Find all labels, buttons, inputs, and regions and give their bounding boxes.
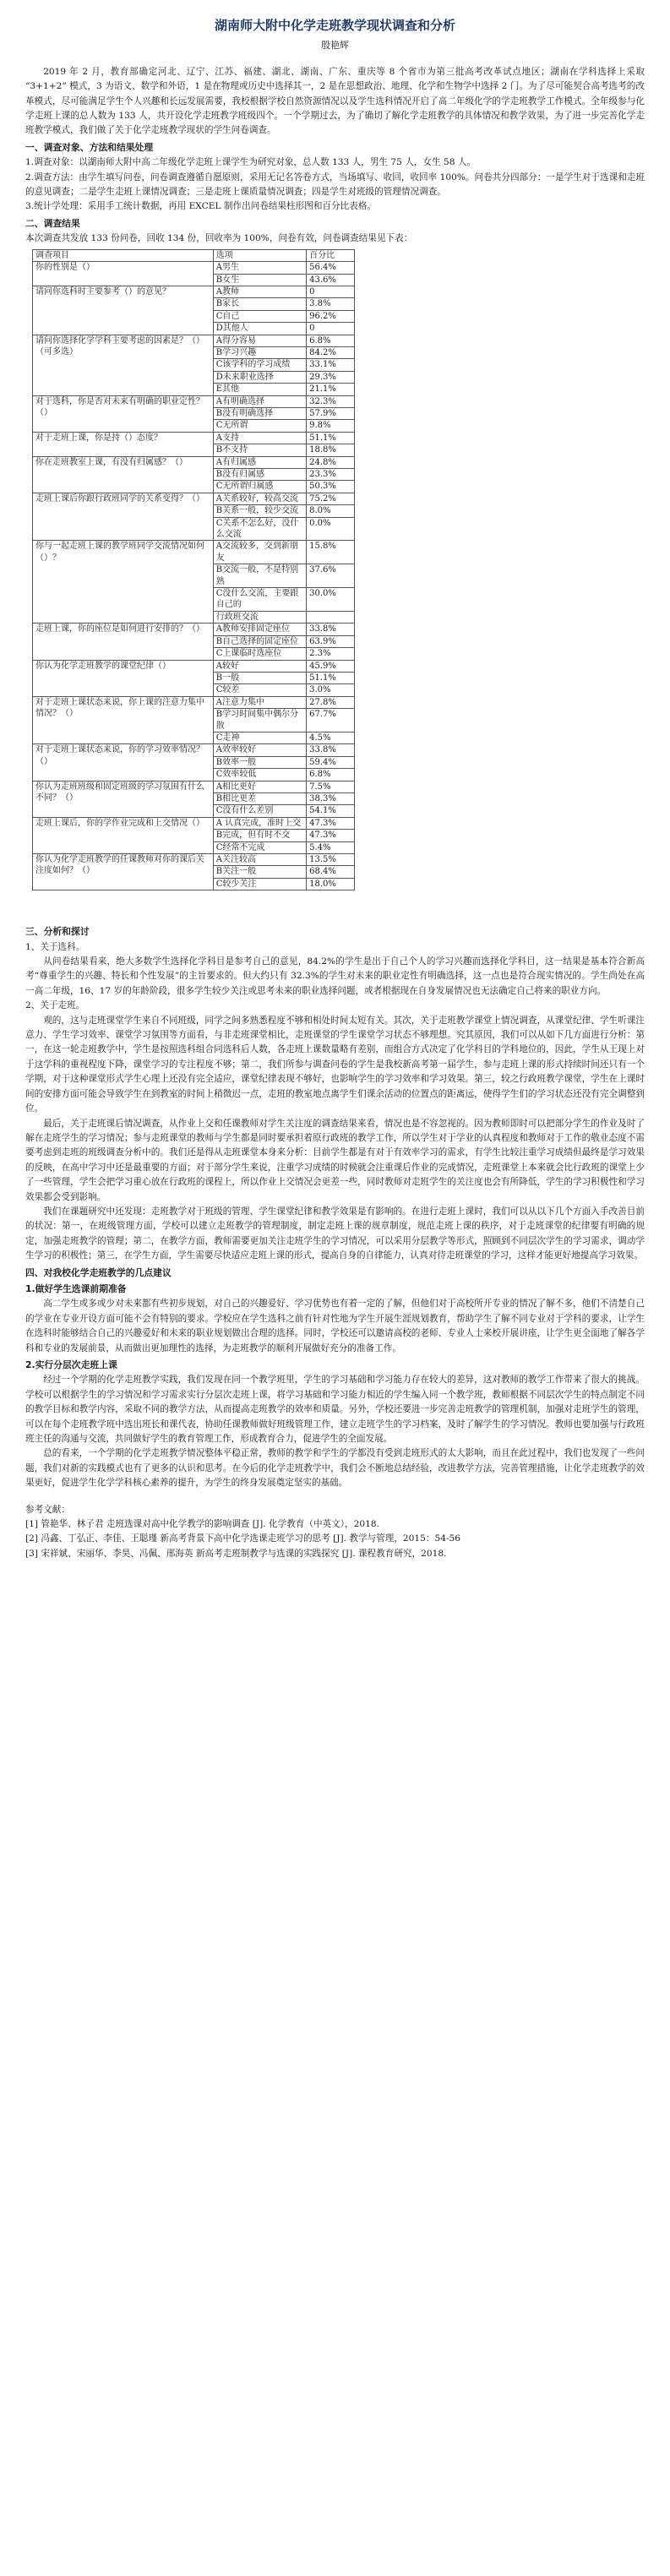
section-1-para-1: 1.调查对象：以湖南师大附中高二年级化学走班上课学生为研究对象，总人数 133 人，男生 75 人，女生 58 人。 (25, 157, 477, 168)
table-row (33, 335, 355, 346)
option-cell: C走神 (213, 732, 306, 743)
table-header-cell: 调查项目 (33, 249, 214, 261)
percent-cell: 33.8% (307, 744, 355, 756)
author-name: 殷艳辉 (321, 40, 349, 52)
table-row (33, 660, 355, 672)
percent-cell: 50.3% (307, 481, 355, 493)
option-cell: B关系一般，较少交流 (213, 505, 306, 517)
percent-cell: 32.3% (307, 395, 355, 407)
section-4-heading: 四、对我校化学走班教学的几点建议 (25, 1266, 172, 1278)
percent-cell: 3.8% (307, 298, 355, 310)
option-cell: C经常不完成 (213, 841, 306, 853)
suggestion-1-heading: 1.做好学生选课前期准备 (25, 1283, 127, 1294)
table-header-cell: 选项 (213, 249, 306, 261)
percent-cell: 18.0% (307, 878, 355, 890)
table-row (33, 493, 355, 504)
option-cell: C上课临时选座位 (213, 648, 306, 660)
percent-cell: 0 (307, 286, 355, 297)
percent-cell: 15.8% (307, 541, 355, 564)
question-cell: 对于选科，你是否对未来有明确的职业定性？（） (33, 395, 214, 432)
option-cell: A教师 (213, 286, 306, 297)
option-cell: B家长 (213, 298, 306, 310)
percent-cell: 21.1% (307, 384, 355, 395)
percent-cell: 18.8% (307, 444, 355, 456)
conclusion-para: 总的看来，一个学期的化学走班教学情况整体平稳正常，教师的教学和学生的学都没有受到走班形式的太大影响，而且在此过程中，我们也发现了一些问题，我们对新的实践模式也有了更多的认识和思考。在今后的化学走班教学中，我们会不断地总结经验，改进教学方法，完善管理措施，让化学走班教学的效果更好，促进学生化学学科核心素养的提升，为学生的终身发展奠定坚实的基础。 (25, 1448, 645, 1489)
percent-cell: 2.3% (307, 648, 355, 660)
percent-cell: 6.8% (307, 335, 355, 346)
option-cell: A男生 (213, 262, 306, 274)
percent-cell: 47.3% (307, 830, 355, 841)
reference-item: [3] 宋祥斌、宋丽华、李昊、冯佩、邢海英 新高考走班制教学与选课的实践探究 [J]. 课程教育研究，2018. (25, 1548, 447, 1559)
intro-paragraph: 2019 年 2 月，教育部确定河北、辽宁、江苏、福建、湖北、湖南、广东、重庆等 8 个省市为第三批高考改革试点地区；湖南在学科选择上采取 “3+1+2” 模式，3 为语文、数学和外语，1 是在物理或历史中选择其一，2 是在思想政治、地理、化学和生物学中选择 2 门。为了尽可能契合高考选考的改革模式，尽可能满足学生个人兴趣和长远发展需要，我校根据学校自然资源情况以及学生选科情况开启了高二年级化学的学走班教学工作模式。全年级参与化学走班上课的总人数为 133 人，共开设化学走班教学班级四个。一个学期过去，为了确切了解化学走班教学的具体情况和教学效果，为了进一步完善化学走班教学模式，我们做了关于化学走班教学现状的学生问卷调查。 (25, 66, 645, 136)
percent-cell: 51.1% (307, 432, 355, 444)
option-cell: C没什么交流，主要跟自己的 (213, 588, 306, 612)
percent-cell: 5.4% (307, 841, 355, 853)
table-row (33, 262, 355, 274)
percent-cell: 0 (307, 323, 355, 335)
reference-item: [2] 冯鑫、丁弘正、李佳、王聪瑾 新高考背景下高中化学选课走班学习的思考 [J]. 教学与管理，2015：54-56 (25, 1533, 461, 1544)
percent-cell: 59.4% (307, 756, 355, 768)
percent-cell: 23.3% (307, 469, 355, 481)
option-cell: A教师安排固定座位 (213, 624, 306, 635)
question-cell: 请问你选择化学学科主要考虑的因素是？（）（可多选） (33, 335, 214, 395)
option-cell: B女生 (213, 274, 306, 286)
option-cell: D其他人 (213, 323, 306, 335)
question-cell: 走班上课后，你的学作业完成和上交情况（） (33, 817, 214, 853)
option-cell: C自己 (213, 310, 306, 322)
option-cell: B学习时间集中偶尔分散 (213, 709, 306, 732)
option-cell: A有明确选择 (213, 395, 306, 407)
option-cell: B一般 (213, 672, 306, 683)
percent-cell: 54.1% (307, 805, 355, 817)
article-title: 湖南师大附中化学走班教学现状调查和分析 (214, 18, 455, 33)
section-2-para-1: 本次调查共发放 133 份问卷，回收 134 份，回收率为 100%，问卷有效，问卷调查结果见下表： (25, 233, 413, 244)
percent-cell: 33.8% (307, 624, 355, 635)
table-row (33, 744, 355, 756)
percent-cell: 67.7% (307, 709, 355, 732)
option-cell: C关系不怎么好，没什么交流 (213, 517, 306, 541)
option-cell: A 认真完成，准时上交 (213, 817, 306, 829)
section-3-heading: 三、分析和探讨 (25, 926, 90, 938)
option-cell: B关注一般 (213, 866, 306, 878)
suggestion-2-heading: 2.实行分层次走班上课 (25, 1359, 117, 1370)
percent-cell: 43.6% (307, 274, 355, 286)
option-cell: A支持 (213, 432, 306, 444)
percent-cell: 8.0% (307, 505, 355, 517)
table-row (33, 395, 355, 407)
section-3-para-4: 我们在课题研究中还发现：走班教学对于班级的管理、学生课堂纪律和教学效果是有影响的。在进行走班上课时，我们可以从以下几个方面入手改善目前的状况：第一，在班级管理方面，学校可以建立走班教学的管理制度，制定走班上课的规章制度，规范走班上课的秩序，对于走班课堂的纪律要有明确的规定，加强走班教学的管理；第二，在教学方面，教师需要更加关注走班学生的学习情况，可以采用分层教学等形式，照顾到不同层次学生的学习需求，调动学生学习的积极性；第三，在学生方面，学生需要尽快适应走班上课的形式，提高自身的自律能力，认真对待走班课堂的学习，这样才能更好地提高学习效果。 (25, 1206, 645, 1261)
survey-results-table (32, 249, 355, 891)
section-3-para-3: 最后，关于走班课后情况调查，从作业上交和任课教师对学生关注度的调查结果来看，情况也是不容忽视的。因为教师即时可以把部分学生的作业及时了解在走班学生的学习情况；参与走班课堂的教师与学生都是同时要承担着原行政班的教学工作，所以学生对于学业的认真程度和教师对于工作的敬业态度不需要考虑到走班的班级调查分析中的。我们还是得从走班课堂本身来分析：目前学生都是有对于有效率学习的需求，有学生比较注重学习成绩但最终是学习效果的反映，在高中学习中还是最重要的方面；对于部分学生来说，注重学习成绩的时候就会注重课后作业的完成情况，走班课堂上本来就会比行政班的课堂上少了一些管理，学生会把学习重心放在行政班的课程上，所以作业上交情况会更差一些，同时教师对走班学生的关注度也会有所降低，学生的学习积极性和学习效果都会受到影响。 (25, 1118, 645, 1202)
table-row (33, 854, 355, 866)
table-row (33, 286, 355, 297)
section-3-sub-1: 1、关于选科。 (25, 941, 85, 952)
option-cell: A得分容易 (213, 335, 306, 346)
option-cell: A相比更好 (213, 781, 306, 792)
references-heading: 参考文献： (25, 1504, 70, 1515)
question-cell: 对于走班上课，你是持（）态度？ (33, 432, 214, 456)
references (25, 1503, 645, 1562)
percent-cell: 47.3% (307, 817, 355, 829)
option-cell: C效率较低 (213, 769, 306, 781)
question-cell: 请问你选科时主要参考（）的意见？ (33, 286, 214, 335)
option-cell: C较少关注 (213, 878, 306, 890)
reference-item: [1] 管艳华、林子君 走班选课对高中化学教学的影响调查 [J]. 化学教育（中英文），2018. (25, 1519, 379, 1530)
option-cell: B完成，但有时不交 (213, 830, 306, 841)
question-cell: 你在走班教室上课，有没有归属感？（） (33, 456, 214, 493)
table-row (33, 624, 355, 635)
question-cell: 对于走班上课状态来说，你的学习效率情况？（） (33, 744, 214, 781)
table-header-cell: 百分比 (307, 249, 355, 261)
option-cell: C无所谓归属感 (213, 481, 306, 493)
table-row (33, 432, 355, 444)
section-1-para-2: 2.调查方法：由学生填写问卷，问卷调查遵循自愿原则，采用无记名答卷方式，当场填写、收回，收回率 100%。问卷共分四部分：一是学生对于选课和走班的意见调查；二是学生走班上课情况调查；三是走班上课质量情况调查；四是学生对班级的管理情况调查。 (25, 172, 645, 198)
option-cell: A关注较高 (213, 854, 306, 866)
percent-cell: 51.1% (307, 672, 355, 683)
option-cell: A较好 (213, 660, 306, 672)
question-cell: 你与一起走班上课的教学班同学交流情况如何（）？ (33, 541, 214, 624)
percent-cell: 27.8% (307, 696, 355, 708)
percent-cell: 56.4% (307, 262, 355, 274)
option-cell: B学习兴趣 (213, 346, 306, 358)
percent-cell: 68.4% (307, 866, 355, 878)
question-cell: 你的性别是（） (33, 262, 214, 286)
section-1-para-3: 3.统计学处理：采用手工统计数据，再用 EXCEL 制作出问卷结果柱形图和百分比表格。 (25, 201, 376, 212)
percent-cell: 63.9% (307, 635, 355, 647)
section-2-heading: 二、调查结果 (25, 217, 80, 229)
option-cell: D未来职业选择 (213, 371, 306, 383)
option-cell: C没有什么差别 (213, 805, 306, 817)
option-cell: C较差 (213, 684, 306, 696)
question-cell: 走班上课后你跟行政班同学的关系变得？（） (33, 493, 214, 541)
option-cell: A注意力集中 (213, 696, 306, 708)
option-cell: A交流较多，交到新朋友 (213, 541, 306, 564)
percent-cell: 84.2% (307, 346, 355, 358)
percent-cell: 96.2% (307, 310, 355, 322)
option-cell: A效率较好 (213, 744, 306, 756)
percent-cell: 0.0% (307, 517, 355, 541)
option-cell: B相比更差 (213, 792, 306, 804)
option-cell: A关系较好，较高交流 (213, 493, 306, 504)
option-cell: B不支持 (213, 444, 306, 456)
table-row (33, 817, 355, 829)
option-cell: B效率一般 (213, 756, 306, 768)
table-header-row (33, 249, 355, 261)
question-cell: 对于走班上课状态来说，你上课的注意力集中情况？（） (33, 696, 214, 744)
section-3-para-1: 从问卷结果看来，绝大多数学生选择化学科目是参考自己的意见，84.2%的学生是出于自己个人的学习兴趣而选择化学科目，这一结果是基本符合新高考“尊重学生的兴趣、特长和个性发展”的主旨要求的。但大约只有 32.3%的学生对未来的职业定性有明确选择，这一点也是符合现实情况的。学生尚处在高一高二年级，16、17 岁的年龄阶段，很多学生较少关注或思考未来的职业选择问题，或者根据现在自身发展情况也无法确定自己将来的职业方向。 (25, 956, 645, 996)
suggestion-1-para: 高二学生或多或少对未来都有些初步规划，对自己的兴趣爱好、学习优势也有着一定的了解，但他们对于高校所开专业的情况了解不多，他们不清楚自己的学业在专业开设方面可能不会有特别的要求。学校应在学生选科之前有针对性地为学生开展生涯规划教育，帮助学生了解不同专业对于学科的要求，让学生在选科时能够结合自己的兴趣爱好和未来的职业规划做出合理的选择。同时，学校还可以邀请高校的老师、专业人士来校开展讲座，让学生更全面地了解各学科和专业的发展前景，从而做出更加理性的选择，为走班教学的顺利开展做好充分的准备工作。 (25, 1299, 645, 1353)
question-cell: 走班上课，你的座位是如何进行安排的？（） (33, 624, 214, 660)
option-cell: E其他 (213, 384, 306, 395)
percent-cell: 37.6% (307, 564, 355, 588)
suggestion-2-para: 经过一个学期的化学走班教学实践，我们发现在同一个教学班里，学生的学习基础和学习能力存在较大的差异，这对教师的教学工作带来了很大的挑战。学校可以根据学生的学习情况和学习需求实行分层次走班上课，将学习基础和学习能力相近的学生编入同一个教学班，教师根据不同层次学生的特点制定不同的教学目标和教学内容，采取不同的教学方法，从而提高走班教学的效率和质量。另外，学校还要进一步完善走班教学的管理机制，加强对走班学生的管理，可以在每个走班教学班中选出班长和课代表，协助任课教师做好班级管理工作，建立走班学生的学习档案，及时了解学生的学习情况。教师也要加强与行政班班主任的沟通与交流，共同做好学生的教育管理工作，形成教育合力，促进学生的全面发展。 (25, 1375, 645, 1445)
question-cell: 你认为走班班级和固定班级的学习氛围有什么不同？（） (33, 781, 214, 817)
table-row (33, 781, 355, 792)
table-row (33, 456, 355, 468)
percent-cell (307, 611, 355, 623)
percent-cell: 24.8% (307, 456, 355, 468)
percent-cell: 45.9% (307, 660, 355, 672)
percent-cell: 57.9% (307, 407, 355, 419)
table-row (33, 541, 355, 564)
option-cell: B自己选择的固定座位 (213, 635, 306, 647)
option-cell: A有归属感 (213, 456, 306, 468)
option-cell: B交流一般，不是特别熟 (213, 564, 306, 588)
percent-cell: 30.0% (307, 588, 355, 612)
percent-cell: 29.3% (307, 371, 355, 383)
percent-cell: 6.8% (307, 769, 355, 781)
question-cell: 你认为化学走班教学的课堂纪律（） (33, 660, 214, 696)
section-3-para-2: 观的，这与走班课堂学生来自不同班级，同学之间多熟悉程度不够和相处时间太短有关。其次，关于走班教学课堂上情况调查，从课堂纪律、学生听课注意力、学生学习效率、课堂学习氛围等方面看，与非走班课堂相比，走班课堂的学生课堂学习状态不够理想。究其原因，我们可以从如下几方面进行分析：第一，在这一轮走班教学中，学生是按照选科组合同选科后人数，各走班上课数量略有差别，而组合方式决定了化学科目的学科地位的，因此，学生从王现上对于这学科的重视程度下降，课堂学习的专注程度不够；第二，我们所参与调查问卷的学生是我校新高考第一届学生，参与走班上课的形式持续时间还只有一个学期，对于这种课堂形式学生心理上还没有完全适应，课堂纪律表现不够好，也影响学生的学习效率和学习效果。第三，较之行政班教学课堂，学生在上课时间的安排方面可能会导致学生在到教室的时间上稍微迟一点，走班的教室地点离学生们课余活动的位置点的距离远，使得学生们的学习状态还没有完全调整到位。 (25, 1015, 645, 1114)
section-3-sub-2: 2、关于走班。 (25, 1000, 85, 1011)
question-cell: 你认为化学走班教学的任课教师对你的课后关注度如何？（） (33, 854, 214, 890)
percent-cell: 9.8% (307, 420, 355, 432)
percent-cell: 75.2% (307, 493, 355, 504)
percent-cell: 7.5% (307, 781, 355, 792)
option-cell: 行政班交流 (213, 611, 306, 623)
percent-cell: 3.0% (307, 684, 355, 696)
percent-cell: 4.5% (307, 732, 355, 743)
option-cell: C无所谓 (213, 420, 306, 432)
option-cell: B没有归属感 (213, 469, 306, 481)
table-row (33, 696, 355, 708)
option-cell: C该学科的学习成绩 (213, 359, 306, 371)
article (25, 0, 645, 1561)
percent-cell: 38.3% (307, 792, 355, 804)
percent-cell: 13.5% (307, 854, 355, 866)
percent-cell: 33.1% (307, 359, 355, 371)
section-1-heading: 一、调查对象、方法和结果处理 (25, 141, 154, 153)
option-cell: B没有明确选择 (213, 407, 306, 419)
